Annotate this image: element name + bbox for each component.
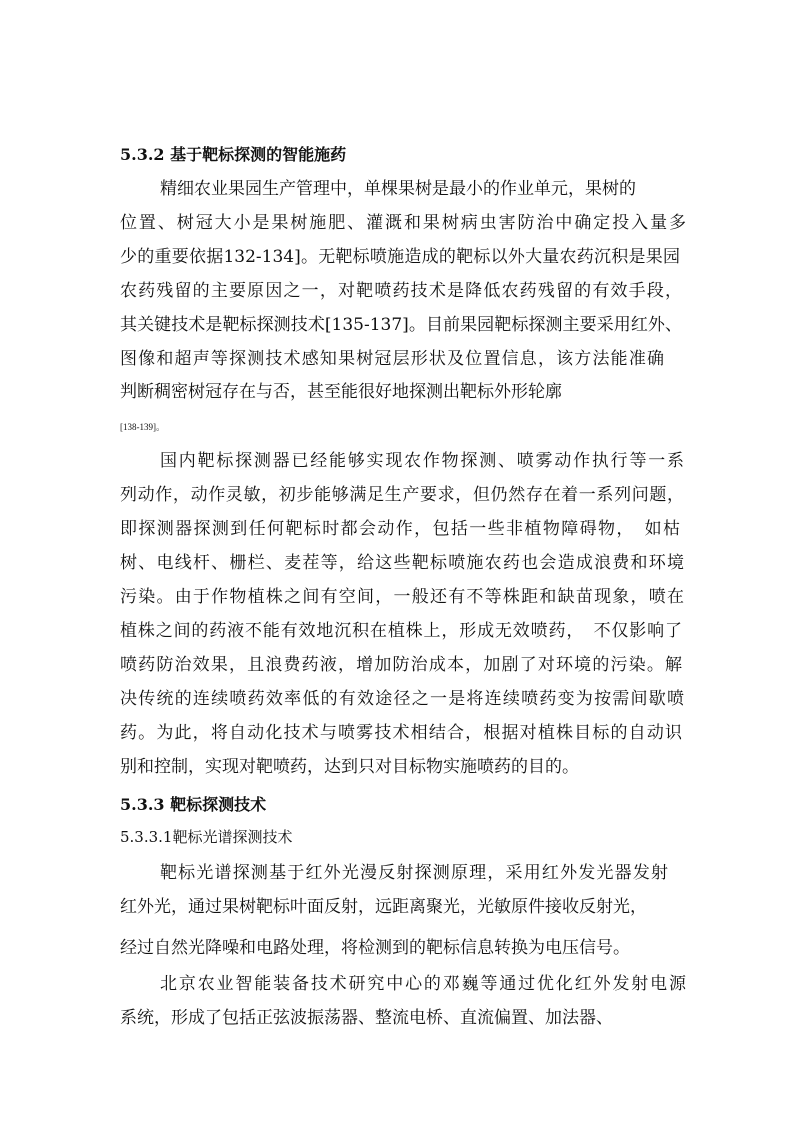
p2-line-3: 即探测器探测到任何靶标时都会动作，包括一些非植物障碍物， 如枯 [120, 519, 680, 539]
p3-line-2: 红外光，通过果树靶标叶面反射，远距离聚光，光敏原件接收反射光， [120, 897, 647, 917]
section-heading-5-3-3: 5.3.3 靶标探测技术 [120, 795, 267, 814]
p1-line-6: 图像和超声等探测技术感知果树冠层形状及位置信息，该方法能准确 [120, 349, 664, 369]
p2-line-6: 植株之间的药液不能有效地沉积在植株上，形成无效喷药， 不仅影响了 [120, 621, 682, 641]
p3-line-3: 经过自然光降噪和电路处理，将检测到的靶标信息转换为电压信号。 [120, 938, 630, 958]
p2-line-2: 列动作，动作灵敏，初步能够满足生产要求，但仍然存在着一系列问题， [120, 485, 684, 505]
p2-line-8: 决传统的连续喷药效率低的有效途径之一是将连续喷药变为按需间歇喷 [120, 689, 684, 709]
p1-line-3: 少的重要依据132-134]。无靶标喷施造成的靶标以外大量农药沉积是果园 [120, 247, 680, 267]
p3-line-1: 靶标光谱探测基于红外光漫反射探测原理，采用红外发光器发射 [160, 863, 668, 883]
p2-line-1: 国内靶标探测器已经能够实现农作物探测、喷雾动作执行等一系 [160, 451, 684, 471]
p2-line-5: 污染。由于作物植株之间有空间，一般还有不等株距和缺苗现象，喷在 [120, 587, 684, 607]
p2-line-9: 药。为此，将自动化技术与喷雾技术相结合，根据对植株目标的自动识 [120, 723, 682, 743]
p1-line-5: 其关键技术是靶标探测技术[135-137]。目前果园靶标探测主要采用红外、 [120, 315, 682, 335]
p2-line-7: 喷药防治效果，且浪费药液，增加防治成本，加剧了对环境的污染。解 [120, 655, 682, 675]
p2-line-10: 别和控制，实现对靶喷药，达到只对目标物实施喷药的目的。 [120, 757, 579, 777]
p4-line-2: 系统，形成了包括正弦波振荡器、整流电桥、直流偏置、加法器、 [120, 1008, 613, 1028]
p2-line-4: 树、电线杆、栅栏、麦茬等，给这些靶标喷施农药也会造成浪费和环境 [120, 553, 684, 573]
p1-line-2: 位置、树冠大小是果树施肥、灌溉和果树病虫害防治中确定投入量多 [120, 213, 686, 233]
p1-line-4: 农药残留的主要原因之一，对靶喷药技术是降低农药残留的有效手段， [120, 281, 682, 301]
section-heading-5-3-2: 5.3.2 基于靶标探测的智能施药 [120, 145, 347, 164]
p1-citation: [138-139]。 [120, 422, 165, 432]
subsection-heading-5-3-3-1: 5.3.3.1靶标光谱探测技术 [120, 828, 293, 846]
p1-line-7: 判断稠密树冠存在与否，甚至能很好地探测出靶标外形轮廓 [120, 382, 562, 402]
p1-line-1: 精细农业果园生产管理中，单棵果树是最小的作业单元，果树的 [160, 179, 636, 199]
p4-line-1: 北京农业智能装备技术研究中心的邓巍等通过优化红外发射电源 [160, 974, 686, 994]
